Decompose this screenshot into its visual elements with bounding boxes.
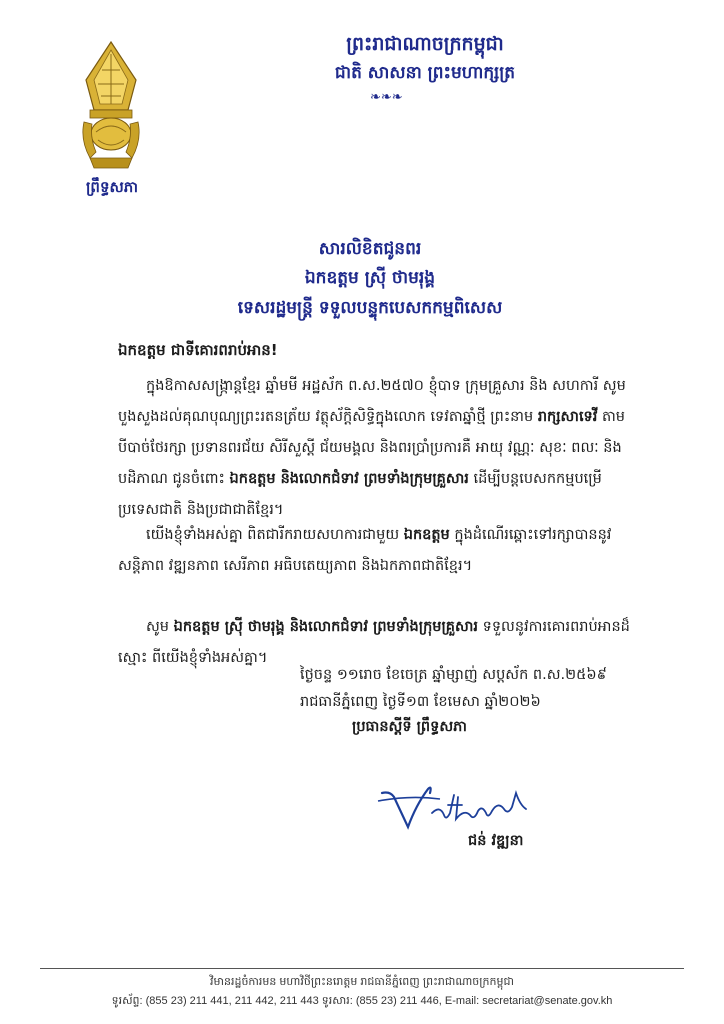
letter-title: សារលិខិតជូនពរ	[318, 239, 422, 259]
paragraph-1-text-a: ក្នុងឱកាសសង្ក្រាន្តខ្មែរ ឆ្នាំមមី អដ្ឋស័ក ព.ស.២៥៧០ ខ្ញុំបាទ ក្រុមគ្រួសារ និង សហការី សូមបួងសួងដល់គុណបុណ្យព្រះរតនត្រ័យ វត្ថុស័ក្តិសិទ្ធិក្នុងលោក ទេវតាឆ្នាំថ្មី ព្រះនាម	[118, 378, 626, 425]
national-motto: ជាតិ សាសនា ព្រះមហាក្សត្រ	[334, 63, 516, 83]
paragraph-1-bold-d: ឯកឧត្តម និងលោកជំទាវ ព្រមទាំងក្រុមគ្រួសារ	[229, 471, 469, 487]
paragraph-3-bold-b: ឯកឧត្តម ស្រ៊ី ថាមរុង្គ និងលោកជំទាវ ព្រមទាំងក្រុមគ្រួសារ	[173, 619, 479, 635]
lunar-date: ថ្ងៃចន្ទ ១១រោច ខែចេត្រ ឆ្នាំម្សាញ់ សប្តស័ក ព.ស.២៥៦៩	[300, 667, 607, 683]
footer-address: វិមានរដ្ឋចំការមន មហាវិថីព្រះនរោត្តម រាជធានីភ្នំពេញ ព្រះរាជាណាចក្រកម្ពុជា	[210, 976, 514, 988]
senate-emblem-icon	[76, 40, 146, 172]
kingdom-name: ព្រះរាជាណាចក្រកម្ពុជា	[346, 33, 504, 55]
paragraph-3-text-c: ទទួលនូវការគោរពរាប់អានដ៏ស្មោះ ពីយើងខ្ញុំទាំងអស់គ្នា។	[118, 619, 630, 666]
handwritten-signature	[370, 775, 550, 835]
paragraph-1	[118, 371, 638, 526]
paragraph-2	[118, 520, 638, 582]
salutation: ឯកឧត្តម ជាទីគោរពរាប់អាន!	[118, 341, 278, 359]
solar-date: រាជធានីភ្នំពេញ ថ្ងៃទី១៣ ខែមេសា ឆ្នាំ២០២៦	[300, 694, 541, 710]
paragraph-1-text-e: ដើម្បីបន្តបេសកកម្មបម្រើប្រទេសជាតិ និងប្រជាជាតិខ្មែរ។	[118, 471, 602, 518]
paragraph-2-text-c: ក្នុងដំណើរឆ្ពោះទៅរក្សាបាននូវសន្តិភាព វឌ្ឍនភាព សេរីភាព អធិបតេយ្យភាព និងឯកភាពជាតិខ្មែរ។	[118, 527, 612, 574]
signatory-title: ប្រធានស្តីទី ព្រឹទ្ធសភា	[352, 719, 467, 735]
footer-divider	[40, 968, 684, 969]
recipient-name: ឯកឧត្តម ស្រ៊ី ថាមរុង្គ	[304, 268, 436, 288]
paragraph-1-text-c: តាមបីបាច់ថែរក្សា ប្រទានពរជ័យ សិរីសួស្តី ជ័យមង្គល និងពរប្រាំប្រការគឺ អាយុ វណ្ណៈ សុខៈ ពលៈ និងបដិភាណ ជូនចំពោះ	[118, 409, 625, 487]
recipient-position: ទេសរដ្ឋមន្ត្រី ទទួលបន្ទុកបេសកកម្មពិសេស	[237, 298, 503, 318]
signatory-name: ជន់ វឌ្ឍនា	[468, 833, 524, 849]
paragraph-2-text-a: យើងខ្ញុំទាំងអស់គ្នា ពិតជារីករាយសហការជាមួយ	[146, 527, 404, 543]
paragraph-3-text-a: សូម	[146, 619, 174, 635]
header-ornament: ❧❧❧	[370, 90, 403, 105]
footer-contact: ទូរស័ព្ទ: (855 23) 211 441, 211 442, 211 443 ទូរសារ: (855 23) 211 446, E-mail: secretariat@senate.gov.kh	[111, 995, 613, 1007]
paragraph-1-bold-b: រាក្សសាទេវី	[537, 409, 598, 425]
paragraph-2-bold-b: ឯកឧត្តម	[403, 527, 450, 543]
institution-label: ព្រឹទ្ធសភា	[85, 178, 139, 196]
